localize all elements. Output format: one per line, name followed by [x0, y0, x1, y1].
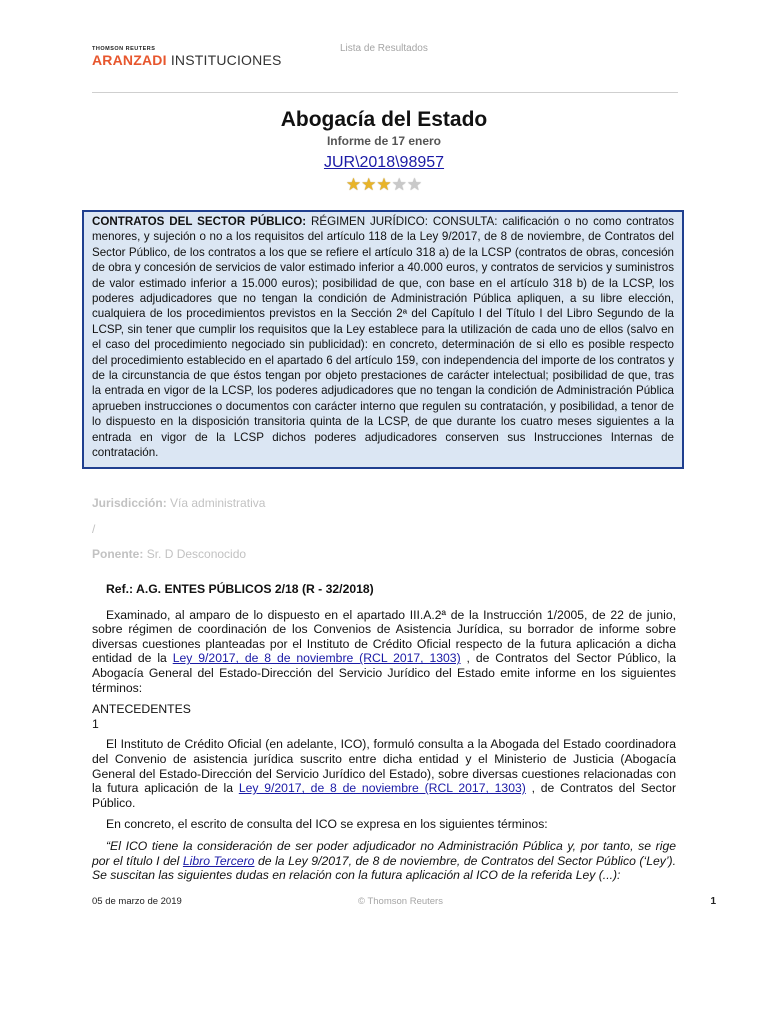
document-title-block — [0, 106, 768, 193]
paragraph-4-text-a: “El ICO tiene la consideración de ser poder adjudicador no Administración Pública y, por tanto, se rige por el título I del — [92, 838, 676, 868]
paragraph-2-text-b: , de Contratos del Sector Público. — [92, 781, 677, 810]
ponente-value: Sr. D Desconocido — [146, 547, 247, 561]
summary-lead: CONTRATOS DEL SECTOR PÚBLICO: — [92, 215, 307, 228]
page-header — [92, 40, 678, 93]
meta-separator: / — [92, 522, 96, 536]
paragraph-2-text-a: El Instituto de Crédito Oficial (en adelante, ICO), formuló consulta a la Abogada del Estado coordinadora del Convenio de asistencia jurídica suscrito entre dicha entidad y el Ministerio de Justicia (Abogacía General del Estado-Dirección del Servicio Jurídico del Estado), sobre diversas cuestiones relacionadas con la futura aplicación de la — [92, 737, 676, 796]
footer-copyright: © Thomson Reuters — [358, 896, 443, 907]
libro-tercero-link[interactable]: Libro Tercero — [182, 853, 255, 868]
brand-thin: INSTITUCIONES — [170, 52, 282, 68]
rating-stars — [0, 177, 768, 193]
brand-logo — [92, 52, 282, 68]
page-footer — [92, 896, 716, 910]
star-filled-icon: ★ — [376, 175, 392, 194]
law-link-2[interactable]: Ley 9/2017, de 8 de noviembre (RCL 2017, 1303) — [238, 781, 526, 796]
reference-heading: Ref.: A.G. ENTES PÚBLICOS 2/18 (R - 32/2018) — [106, 582, 374, 596]
document-title: Abogacía del Estado — [280, 108, 488, 131]
page-number: 1 — [710, 896, 716, 907]
summary-text: RÉGIMEN JURÍDICO: CONSULTA: calificación o no como contratos menores, y sujeción o no a los requisitos del artículo 118 de la Ley 9/2017, de 8 de noviembre, de Contratos del Sector Público, de los contratos a los que se refiere el artículo 318 a) de la LCSP (contratos de obras, concesión de obra y concesión de servicios de valor estimado inferior a 40.000 euros, y contratos de servicios y suministros de valor estimado inferior a 15.000 euros); posibilidad de que, con base en el artículo 318 b) de la LCSP, los poderes adjudicadores que no tengan la condición de Administración Pública apliquen, a su libre elección, cualquiera de los procedimientos previstos en la Sección 2ª del Capítulo I del Título I del Libro Segundo de la LCSP, sin tener que cumplir los requisitos que la Ley establece para la utilización de cada uno de ellos (salvo en el caso del procedimiento negociado sin publicidad): en concreto, determinación de si ello es posible respecto del procedimiento establecido en el apartado 6 del artículo 159, con independencia del importe de los contratos y de la circunstancia de que éstos tengan por objeto prestaciones de carácter intelectual; posibilidad de que, tras la entrada en vigor de la LCSP, los poderes adjudicadores que no tengan la condición de Administración Pública aprueben instrucciones o documentos con carácter interno que regulen su contratación, y posibilidad, a tenor de lo dispuesto en la disposición transitoria quinta de la LCSP, de que durante los cuatro meses siguientes a la entrada en vigor de la LCSP dichos poderes adjudicadores conserven sus Instrucciones Internas de contratación. — [92, 215, 674, 460]
star-filled-icon: ★ — [361, 175, 377, 194]
paragraph-4-text-b: de la Ley 9/2017, de 8 de noviembre, de Contratos del Sector Público (‘Ley’). Se suscitan las siguientes dudas en relación con la futura aplicación al ICO de la referida Ley (...): — [92, 853, 676, 883]
star-empty-icon: ★ — [391, 175, 407, 194]
ponente-line — [92, 547, 246, 561]
footer-date: 05 de marzo de 2019 — [92, 896, 182, 907]
document-subtitle: Informe de 17 enero — [326, 134, 442, 148]
paragraph-4-quote — [92, 839, 676, 883]
jurisdiction-label: Jurisdicción: — [92, 496, 167, 510]
law-link-1[interactable]: Ley 9/2017, de 8 de noviembre (RCL 2017, 1303) — [172, 651, 461, 666]
brand-bold: ARANZADI — [92, 52, 167, 68]
antecedentes-heading: ANTECEDENTES — [92, 702, 191, 717]
paragraph-2 — [92, 737, 676, 810]
paragraph-1-text-a: Examinado, al amparo de lo dispuesto en el apartado III.A.2ª de la Instrucción 1/2005, de 22 de junio, sobre régimen de coordinación de los Convenios de Asistencia Jurídica, su borrador de informe sobre diversas cuestiones planteadas por el Instituto de Crédito Oficial respecto de la futura aplicación a dicha entidad de la — [92, 607, 676, 666]
paragraph-3: En concreto, el escrito de consulta del ICO se expresa en los siguientes términos: — [106, 817, 548, 832]
paragraph-1 — [92, 608, 676, 696]
jurisdiction-value: Vía administrativa — [170, 496, 266, 510]
section-number: 1 — [92, 716, 99, 731]
star-filled-icon: ★ — [345, 175, 362, 194]
ponente-label: Ponente: — [92, 547, 144, 561]
summary-box — [82, 210, 684, 469]
document-body — [92, 582, 676, 890]
star-empty-icon: ★ — [406, 175, 423, 194]
document-reference-link[interactable]: JUR\2018\98957 — [323, 154, 445, 171]
results-list-link[interactable]: Lista de Resultados — [340, 43, 428, 54]
paragraph-1-text-b: , de Contratos del Sector Público, la Abogacía General del Estado-Dirección del Servicio Jurídico del Estado emite informe en los siguientes términos: — [92, 651, 677, 695]
jurisdiction-line — [92, 496, 265, 510]
brand-small: THOMSON REUTERS — [92, 46, 156, 52]
